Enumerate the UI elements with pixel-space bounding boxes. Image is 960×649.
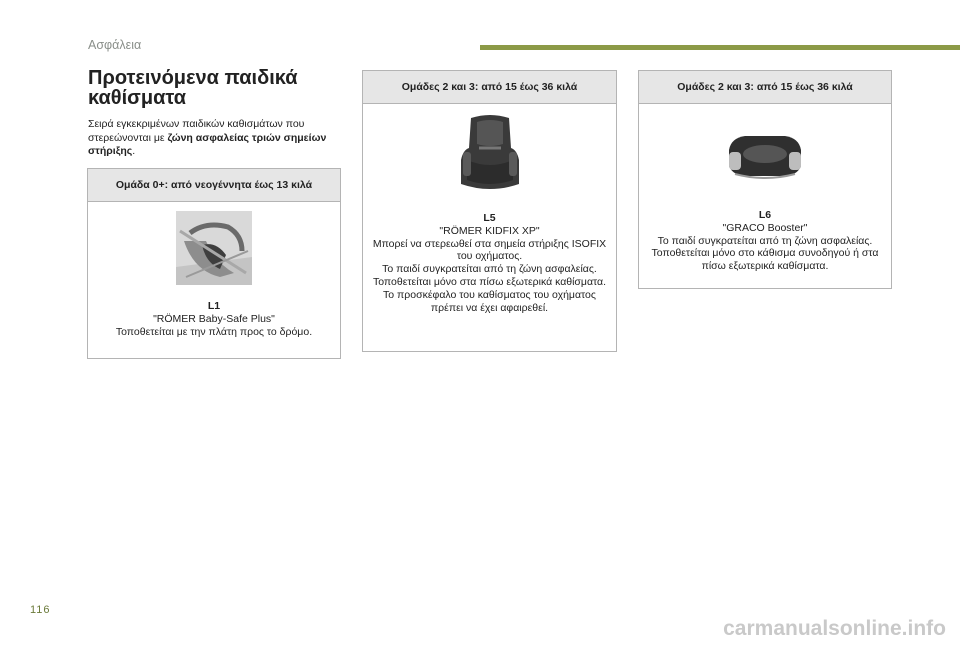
seat-name: "RÖMER Baby-Safe Plus" [153, 312, 275, 325]
seat-info-line: Μπορεί να στερεωθεί στα σημεία στήριξης ISOFIX του οχήματος. [372, 237, 607, 263]
card-description [363, 212, 616, 314]
section-label: Ασφάλεια [88, 38, 142, 52]
seat-info-line: Τοποθετείται μόνο στο κάθισμα συνοδηγού ή στα πίσω εξωτερικά καθίσματα. [651, 247, 879, 273]
kidfix-seat-image [363, 114, 616, 194]
card-description [88, 300, 340, 338]
seat-info-line: Τοποθετείται με την πλάτη προς το δρόμο. [115, 325, 313, 338]
seat-code: L5 [483, 212, 496, 224]
intro-text: Σειρά εγκεκριμένων παιδικών καθισμάτων που στερεώνονται με [88, 118, 305, 144]
seat-info-line: Το παιδί συγκρατείται από τη ζώνη ασφαλείας. [382, 263, 597, 276]
graco-booster-image [639, 130, 891, 182]
section-divider [480, 45, 960, 50]
seat-name: "RÖMER KIDFIX XP" [439, 224, 540, 237]
page-title: Προτεινόμενα παιδικά καθίσματα [88, 67, 298, 109]
card-group-heading: Ομάδα 0+: από νεογέννητα έως 13 κιλά [88, 169, 340, 202]
seat-info-line: Το προσκέφαλο του καθίσματος του οχήματος πρέπει να έχει αφαιρεθεί. [383, 288, 596, 314]
watermark: carmanualsonline.info [723, 617, 946, 640]
child-seat-card-l6 [638, 70, 892, 289]
seat-code: L1 [207, 300, 221, 312]
card-group-heading: Ομάδες 2 και 3: από 15 έως 36 κιλά [363, 71, 616, 104]
intro-bold-text: ζώνη ασφαλείας τριών σημείων στήριξης [88, 131, 327, 157]
baby-safe-seat-image [88, 211, 340, 285]
booster-cushion-icon [725, 130, 805, 182]
booster-seat-with-back-icon [455, 114, 525, 194]
seat-info-line: Το παιδί συγκρατείται από τη ζώνη ασφαλείας. [657, 234, 873, 247]
child-seat-card-l5 [362, 70, 617, 352]
intro-paragraph [88, 118, 348, 159]
page-number: 116 [30, 604, 51, 616]
card-group-heading: Ομάδες 2 και 3: από 15 έως 36 κιλά [639, 71, 891, 104]
child-seat-card-l1 [87, 168, 341, 359]
seat-name: "GRACO Booster" [722, 221, 808, 234]
intro-end: . [132, 145, 136, 157]
seat-info-line: Τοποθετείται μόνο στα πίσω εξωτερικά καθίσματα. [372, 275, 607, 288]
seat-code: L6 [758, 209, 772, 221]
card-description [639, 209, 891, 273]
infant-carrier-icon [176, 211, 252, 285]
